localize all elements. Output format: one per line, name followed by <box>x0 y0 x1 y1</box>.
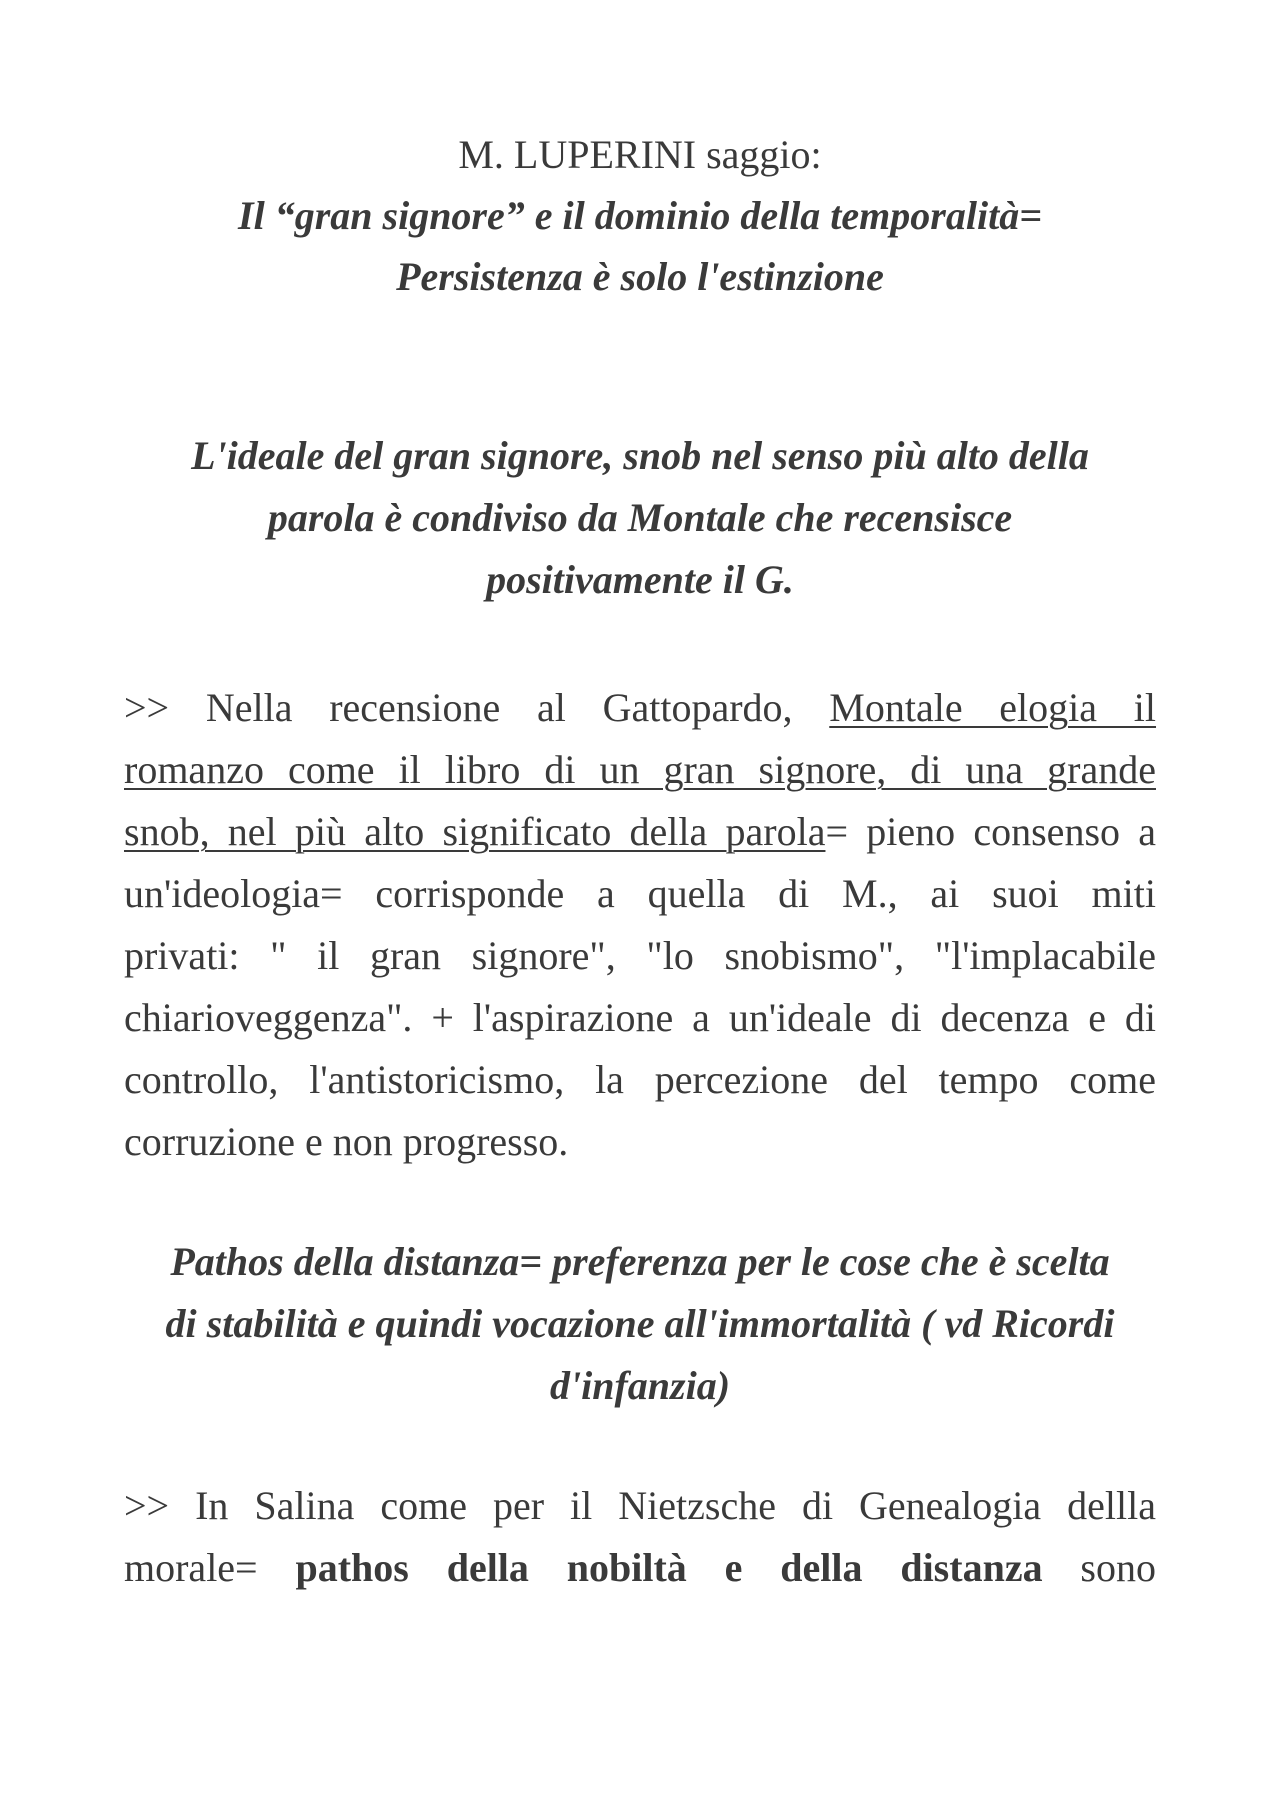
intro-heading-line: positivamente il G. <box>486 557 794 602</box>
title-subtitle-line-2: Persistenza è solo l'estinzione <box>396 254 884 299</box>
paragraph-line <box>124 1537 1156 1599</box>
title-author-line: M. LUPERINI saggio: <box>458 132 822 177</box>
intro-heading-line: L'ideale del gran signore, snob nel senso più alto della <box>191 433 1089 478</box>
underlined-text: romanzo come il libro di un gran signore, di una grande <box>124 747 1156 792</box>
document-title <box>124 124 1156 307</box>
paragraph-line: un'ideologia= corrisponde a quella di M., ai suoi miti <box>124 871 1156 916</box>
text-run: = pieno consenso a <box>825 809 1156 854</box>
paragraph-line: chiarioveggenza". + l'aspirazione a un'ideale di decenza e di <box>124 995 1156 1040</box>
paragraph-line <box>124 677 1156 739</box>
intro-heading <box>124 425 1156 611</box>
paragraph-line <box>124 739 1156 801</box>
text-run: sono <box>1042 1545 1156 1590</box>
paragraph-line: >> In Salina come per il Nietzsche di Genealogia dellla <box>124 1483 1156 1528</box>
bold-text: pathos della nobiltà e della distanza <box>295 1545 1043 1590</box>
pathos-heading-line: di stabilità e quindi vocazione all'immortalità ( vd Ricordi <box>165 1301 1115 1346</box>
paragraph-line: controllo, l'antistoricismo, la percezione del tempo come <box>124 1057 1156 1102</box>
underlined-text: snob, nel più alto significato della parola <box>124 809 826 854</box>
pathos-heading-line: Pathos della distanza= preferenza per le cose che è scelta <box>170 1239 1110 1284</box>
paragraph-line: corruzione e non progresso. <box>124 1119 569 1164</box>
title-subtitle-line: Il “gran signore” e il dominio della temporalità= <box>238 193 1042 238</box>
paragraph-salina <box>124 1475 1156 1599</box>
text-run: >> Nella recensione al Gattopardo, <box>124 685 830 730</box>
underlined-text: Montale elogia il <box>829 685 1157 730</box>
paragraph-line: privati: " il gran signore", "lo snobismo", "l'implacabile <box>124 933 1156 978</box>
paragraph-line <box>124 801 1156 863</box>
pathos-heading-line: d'infanzia) <box>549 1363 731 1408</box>
intro-heading-line: parola è condiviso da Montale che recensisce <box>267 495 1013 540</box>
text-run: morale= <box>124 1545 296 1590</box>
pathos-heading <box>124 1231 1156 1417</box>
paragraph-montale <box>124 677 1156 1173</box>
